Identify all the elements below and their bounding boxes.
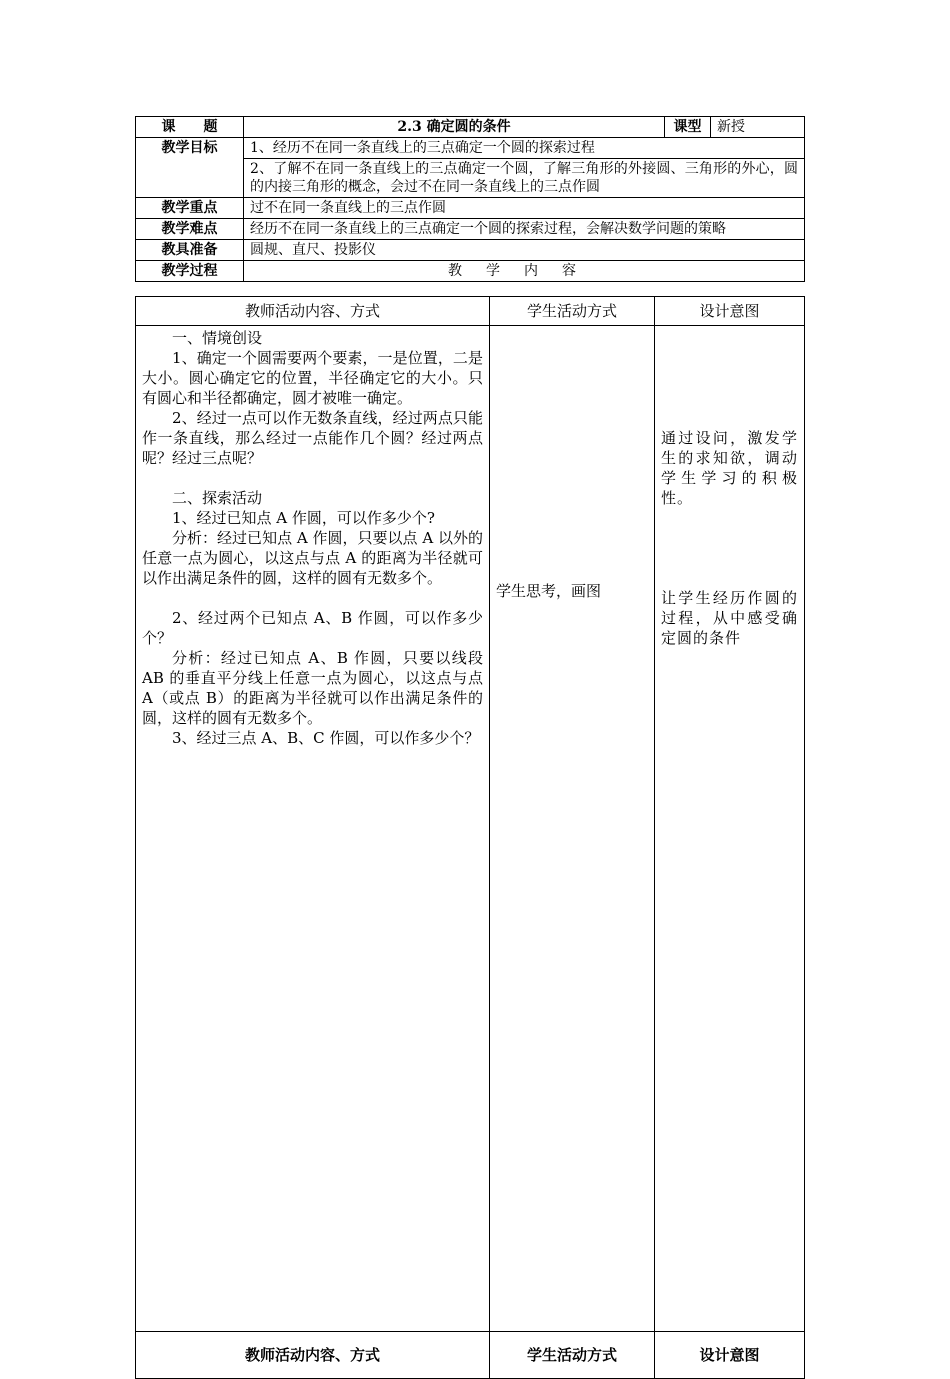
difficulty-value: 经历不在同一条直线上的三点确定一个圆的探索过程，会解决数学问题的策略 [244,219,805,240]
key-label: 教学重点 [136,198,244,219]
difficulty-row [136,219,805,240]
section-2-question-2: 2、经过两个已知点 A、B 作圆，可以作多少个？ [142,609,483,647]
design-intent-header: 设计意图 [655,297,805,326]
section-1-title: 一、情境创设 [172,329,263,347]
tools-value: 圆规、直尺、投影仪 [244,240,805,261]
section-1-paragraph-2: 2、经过一点可以作无数条直线，经过两点只能作一条直线，那么经过一点能作几个圆？经过两点呢？经过三点呢？ [142,409,483,467]
lesson-process-table [135,296,805,1379]
section-1-paragraph-1: 1、确定一个圆需要两个要素，一是位置，二是大小。圆心确定它的位置，半径确定它的大小。只有圆心和半径都确定，圆才被唯一确定。 [142,349,483,407]
teacher-activity-header: 教师活动内容、方式 [136,297,490,326]
section-2-title: 二、探索活动 [172,489,263,507]
tools-label: 教具准备 [136,240,244,261]
key-row [136,198,805,219]
student-activity-content: 学生思考，画图 [490,326,655,1332]
process-label: 教学过程 [136,261,244,282]
process-footer-row [136,1332,805,1379]
section-2-answer-2: 分析：经过已知点 A、B 作圆，只要以线段 AB 的垂直平分线上任意一点为圆心，以这点与点 A（或点 B）的距离为半径就可以作出满足条件的圆，这样的圆有无数多个。 [142,649,483,727]
type-value: 新授 [711,117,805,138]
teacher-activity-content [136,326,490,1332]
process-header-row [136,297,805,326]
topic-row [136,117,805,138]
design-intent-1: 通过设问，激发学生的求知欲，调动学生学习的积极性。 [661,429,798,507]
key-value: 过不在同一条直线上的三点作圆 [244,198,805,219]
section-2-question-1: 1、经过已知点 A 作圆，可以作多少个? [172,509,435,527]
process-value: 教学内容 [244,261,805,282]
goal-label: 教学目标 [136,138,244,198]
goal-1: 1、经历不在同一条直线上的三点确定一个圆的探索过程 [244,138,805,159]
process-row [136,261,805,282]
design-intent-2: 让学生经历作圆的过程，从中感受确定圆的条件 [661,589,798,647]
type-label: 课型 [665,117,711,138]
process-body-row [136,326,805,1332]
tools-row [136,240,805,261]
footer-teacher-activity: 教师活动内容、方式 [136,1332,490,1379]
topic-label: 课 题 [136,117,244,138]
footer-design-intent: 设计意图 [655,1332,805,1379]
lesson-info-table [135,116,805,282]
design-intent-content [655,326,805,1332]
section-2-answer-1: 分析：经过已知点 A 作圆，只要以点 A 以外的任意一点为圆心，以这点与点 A 的距离为半径就可以作出满足条件的圆，这样的圆有无数多个。 [142,529,483,587]
goal-2: 2、了解不在同一条直线上的三点确定一个圆，了解三角形的外接圆、三角形的外心，圆的内接三角形的概念，会过不在同一条直线上的三点作圆 [244,159,805,198]
goal-row-1 [136,138,805,159]
difficulty-label: 教学难点 [136,219,244,240]
section-2-question-3: 3、经过三点 A、B、C 作圆，可以作多少个？ [172,729,480,747]
topic-value: 2.3 确定圆的条件 [244,117,665,138]
footer-student-activity: 学生活动方式 [490,1332,655,1379]
student-activity-header: 学生活动方式 [490,297,655,326]
